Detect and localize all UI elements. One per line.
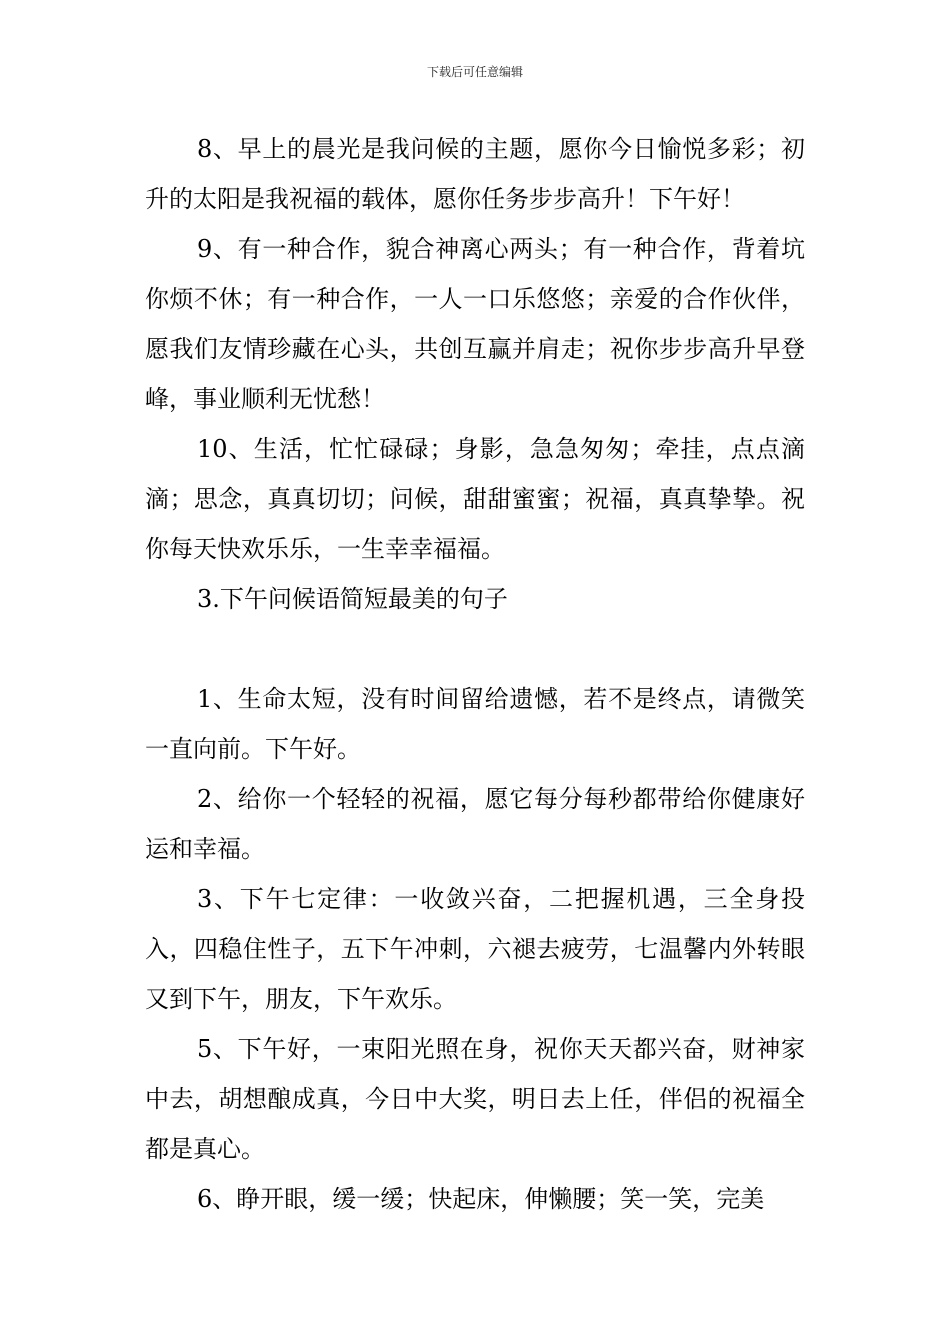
paragraph-2: 2、给你一个轻轻的祝福，愿它每分每秒都带给你健康好运和幸福。 <box>145 785 805 863</box>
blank-line <box>145 624 805 674</box>
paragraph-5: 5、下午好，一束阳光照在身，祝你天天都兴奋，财神家中去，胡想酿成真，今日中大奖，明日去上任，伴侣的祝福全都是真心。 <box>145 1035 805 1163</box>
paragraph-1: 1、生命太短，没有时间留给遗憾，若不是终点，请微笑一直向前。下午好。 <box>145 685 805 763</box>
paragraph-10: 10、生活，忙忙碌碌；身影，急急匆匆；牵挂，点点滴滴；思念，真真切切；问候，甜甜蜜蜜；祝福，真真挚挚。祝你每天快欢乐乐，一生幸幸福福。 <box>145 435 805 563</box>
page-header: 下载后可任意编辑 <box>426 65 523 79</box>
document-body <box>145 124 805 1224</box>
paragraph-8: 8、早上的晨光是我问候的主题，愿你今日愉悦多彩；初升的太阳是我祝福的载体，愿你任务步步高升！下午好！ <box>145 135 805 213</box>
paragraph-6: 6、睁开眼，缓一缓；快起床，伸懒腰；笑一笑，完美 <box>197 1185 765 1213</box>
paragraph-3: 3、下午七定律：一收敛兴奋，二把握机遇，三全身投入，四稳住性子，五下午冲刺，六褪去疲劳，七温馨内外转眼又到下午，朋友，下午欢乐。 <box>145 885 805 1013</box>
paragraph-9: 9、有一种合作，貌合神离心两头；有一种合作，背着坑你烦不休；有一种合作，一人一口乐悠悠；亲爱的合作伙伴，愿我们友情珍藏在心头，共创互赢并肩走；祝你步步高升早登峰，事业顺利无忧愁！ <box>145 235 805 413</box>
section-heading: 3.下午问候语简短最美的句子 <box>197 585 508 613</box>
